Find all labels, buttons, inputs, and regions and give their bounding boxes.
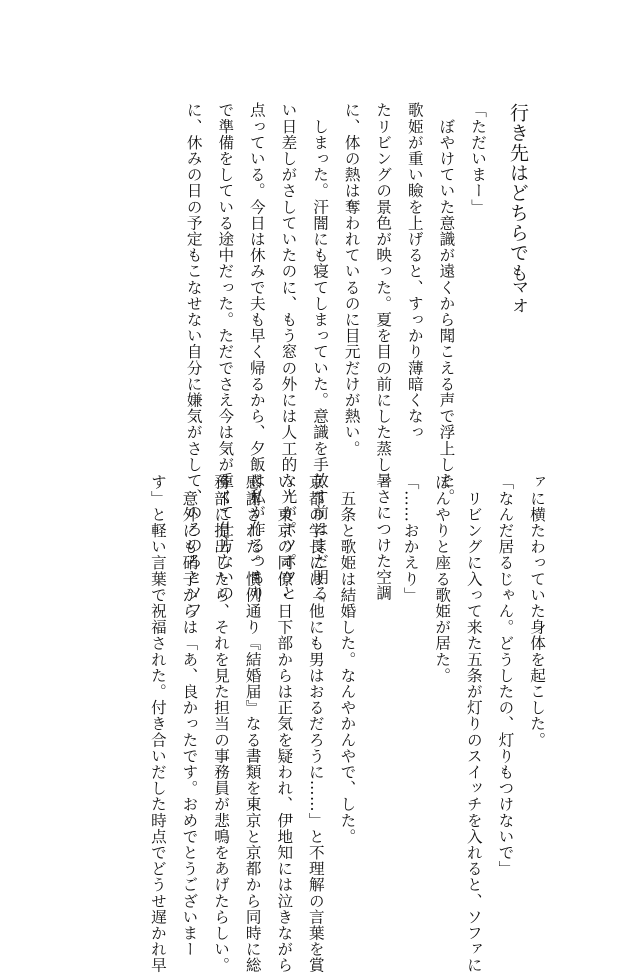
author-name: マオ: [508, 278, 528, 316]
text-block-lower: ァに横たわっていた身体を起こした。 「なんだ居るじゃん。どうしたの、灯りもつけないで」 リビングに入って来た五条が灯りのスイッチを入れると、ソファに ぼんやりと座る歌姫が居た。 「……おかえり」 五条と歌姫は結婚した。なんやかんやで、した。 京都の学長には「他にも男はおるだろうに……」と不理解の言葉を賞 い、東京の同僚・日下部からは正気を疑われ、伊地知には泣きながら 感謝された。慣例通り『結婚届』なる書類を東京と京都から同時に総 務部に提出したら、それを見た担当の事務員が悲鳴をあげたらしい。 意外にも硝子からは「あ、良かったです。おめでとうございまー す」と軽い言葉で祝福された。付き合いだした時点でどうせ遅かれ早: [148, 474, 546, 973]
text-block-upper: 「ただいまー」 ぼやけていた意識が遠くから聞こえる声で浮上した。 歌姫が重い瞼を上げると、すっかり薄暗くなっ たリビングの景色が映った。夏を目の前にした蒸し暑さにつけた空調 に、体の熱は奪われているのに目元だけが熱い。 しまった。汗闇にも寝てしまっていた。意識を手放す前はまだ明る い日差しがさしていたのに、もう窓の外には人工的な光がポツポツと 点っている。今日は休みで夫も早く帰るから、夕飯は私が作るつもり で準備をしている途中だった。ただでさえ今は気が重くて仕方ないの に、休みの日の予定もこなせない自分に嫌気がさして、のろのろとソフ: [184, 102, 487, 618]
story-title: 行き先はどちらでも: [507, 103, 529, 283]
